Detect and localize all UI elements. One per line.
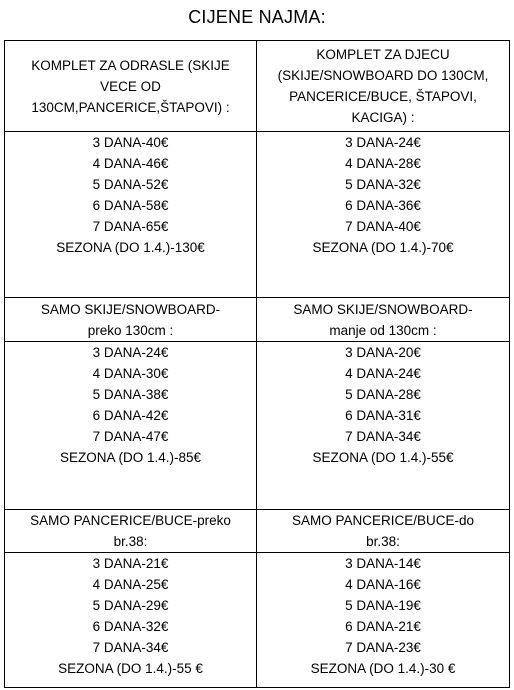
price-line: 7 DANA-34€: [92, 640, 169, 655]
header-cell-kids-kit: [257, 41, 510, 132]
price-line: 4 DANA-24€: [345, 366, 421, 381]
section-header-row: [5, 510, 510, 553]
price-line: 5 DANA-28€: [345, 387, 421, 402]
header-line: SAMO SKIJE/SNOWBOARD-: [40, 301, 221, 317]
price-line: 5 DANA-38€: [92, 387, 169, 402]
price-line: 4 DANA-28€: [345, 156, 421, 171]
header-line: br.38:: [113, 534, 148, 549]
price-line: SEZONA (DO 1.4.)-85€: [59, 450, 202, 465]
price-line: 3 DANA-20€: [345, 345, 421, 360]
price-line: 4 DANA-46€: [92, 156, 169, 171]
price-line: 5 DANA-29€: [92, 598, 169, 613]
price-line: SEZONA (DO 1.4.)-30 €: [310, 661, 456, 676]
section-price-row: [5, 553, 510, 688]
header-line: SAMO PANCERICE/BUCE-preko: [30, 513, 231, 528]
price-line: 5 DANA-19€: [345, 598, 421, 613]
price-line: 3 DANA-14€: [345, 556, 421, 571]
header-line: KOMPLET ZA ODRASLE (SKIJE: [31, 57, 230, 73]
header-cell-skis-under-130: [257, 298, 510, 342]
price-line: 3 DANA-24€: [92, 345, 169, 360]
header-line: KACIGA) :: [351, 110, 415, 125]
section-price-row: [5, 132, 510, 298]
price-line: 4 DANA-25€: [92, 577, 169, 592]
header-cell-adult-kit: [5, 41, 257, 132]
price-line: 6 DANA-36€: [345, 198, 421, 213]
price-line: 3 DANA-40€: [92, 135, 169, 150]
price-line: 5 DANA-32€: [345, 177, 421, 192]
header-line: br.38:: [366, 534, 400, 549]
header-line: 130CM,PANCERICE,ŠTAPOVI) :: [31, 99, 230, 115]
price-line: 6 DANA-42€: [92, 408, 169, 423]
header-cell-boots-over-38: [5, 510, 257, 553]
price-cell-skis-over-130: [5, 342, 257, 510]
header-line: KOMPLET ZA DJECU: [316, 47, 450, 62]
section-header-row: [5, 298, 510, 342]
price-cell-boots-under-38: [257, 553, 510, 688]
header-cell-skis-over-130: [5, 298, 257, 342]
header-line: VECE OD: [100, 78, 161, 94]
price-line: 7 DANA-23€: [345, 640, 421, 655]
section-price-row: [5, 342, 510, 510]
price-line: 6 DANA-32€: [92, 619, 169, 634]
price-table: [4, 40, 510, 688]
price-line: 6 DANA-21€: [345, 619, 421, 634]
price-line: 6 DANA-58€: [92, 198, 169, 213]
price-line: SEZONA (DO 1.4.)-55 €: [58, 661, 203, 676]
price-line: 7 DANA-34€: [345, 429, 421, 444]
section-header-row: [5, 41, 510, 132]
header-line: SAMO PANCERICE/BUCE-do: [291, 513, 475, 528]
header-cell-boots-under-38: [257, 510, 510, 553]
price-line: 4 DANA-16€: [345, 577, 421, 592]
price-line: SEZONA (DO 1.4.)-55€: [312, 450, 454, 465]
header-line: (SKIJE/SNOWBOARD DO 130CM,: [277, 68, 489, 83]
price-line: SEZONA (DO 1.4.)-130€: [56, 240, 205, 255]
price-cell-boots-over-38: [5, 553, 257, 688]
header-line: preko 130cm :: [87, 322, 174, 338]
price-cell-kids-kit: [257, 132, 510, 298]
price-cell-adult-kit: [5, 132, 257, 298]
price-cell-skis-under-130: [257, 342, 510, 510]
header-line: manje od 130cm :: [329, 322, 437, 338]
price-line: 5 DANA-52€: [92, 177, 169, 192]
price-line: 3 DANA-21€: [92, 556, 169, 571]
price-line: 7 DANA-40€: [345, 219, 421, 234]
header-line: PANCERICE/BUCE, ŠTAPOVI,: [289, 89, 477, 104]
price-line: 6 DANA-31€: [345, 408, 421, 423]
price-line: 7 DANA-65€: [92, 219, 169, 234]
header-line: SAMO SKIJE/SNOWBOARD-: [293, 301, 473, 317]
price-line: 4 DANA-30€: [92, 366, 169, 381]
price-line: 3 DANA-24€: [345, 135, 421, 150]
price-line: 7 DANA-47€: [92, 429, 169, 444]
page-title: CIJENE NAJMA:: [188, 7, 326, 27]
price-line: SEZONA (DO 1.4.)-70€: [312, 240, 454, 255]
